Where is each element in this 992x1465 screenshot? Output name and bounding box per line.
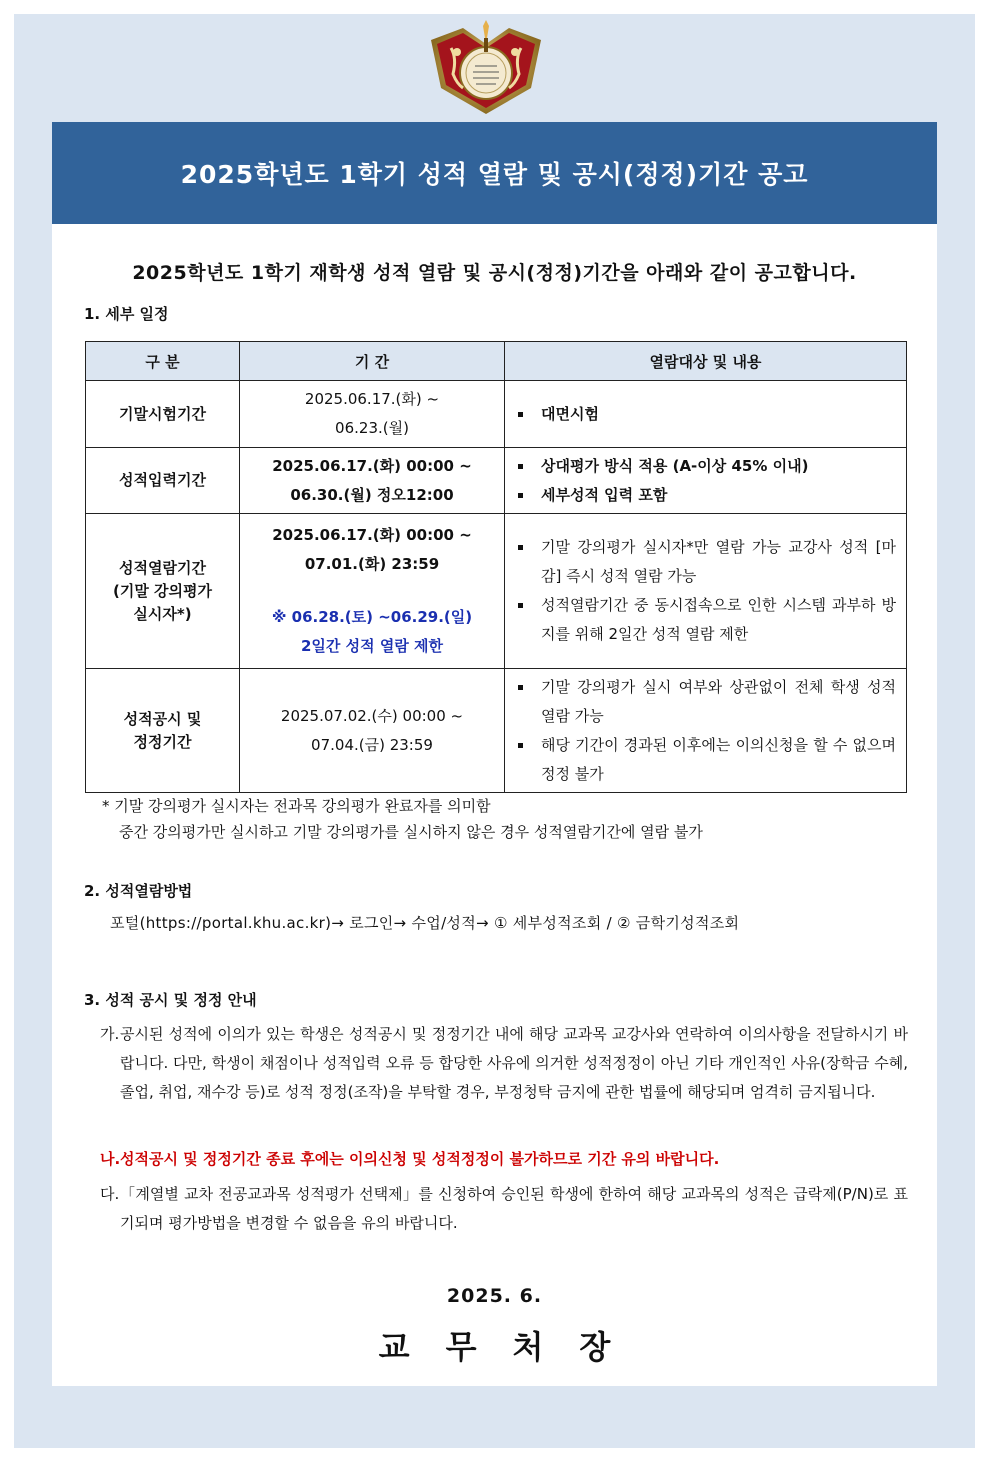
- list-item: 상대평가 방식 적용 (A-이상 45% 이내): [515, 452, 896, 481]
- row-category: 성적입력기간: [86, 448, 240, 514]
- row-period: 2025.07.02.(수) 00:00 ~ 07.04.(금) 23:59: [240, 669, 505, 793]
- column-header: 열람대상 및 내용: [505, 342, 907, 381]
- row-details: [505, 514, 907, 669]
- column-header: 기 간: [240, 342, 505, 381]
- row-period: 2025.06.17.(화) 00:00 ~ 07.01.(화) 23:59 ※ 06.28.(토) ~06.29.(일) 2일간 성적 열람 제한: [240, 514, 505, 669]
- notice-date: 2025. 6.: [446, 1285, 543, 1307]
- row-category: 성적열람기간 (기말 강의평가 실시자*): [86, 514, 240, 669]
- table-row: [86, 514, 907, 669]
- university-emblem-icon: [423, 18, 549, 116]
- table-row: [86, 448, 907, 514]
- list-item: 기말 강의평가 실시자*만 열람 가능 교강사 성적 [마감] 즉시 성적 열람 가능: [515, 533, 896, 591]
- list-item: 성적열람기간 중 동시접속으로 인한 시스템 과부하 방지를 위해 2일간 성적 열람 제한: [515, 591, 896, 649]
- restriction-note: ※ 06.28.(토) ~06.29.(일): [271, 608, 473, 626]
- access-method-text: 포털(https://portal.khu.ac.kr)→ 로그인→ 수업/성적→ ① 세부성적조회 / ② 금학기성적조회: [110, 914, 740, 932]
- section3-heading: 3. 성적 공시 및 정정 안내: [84, 991, 257, 1009]
- list-item: 해당 기간이 경과된 이후에는 이의신청을 할 수 없으며 정정 불가: [515, 731, 896, 789]
- row-details: [505, 448, 907, 514]
- row-category: 성적공시 및 정정기간: [86, 669, 240, 793]
- row-category: 기말시험기간: [86, 381, 240, 448]
- table-footnote: * 기말 강의평가 실시자는 전과목 강의평가 완료자를 의미함 중간 강의평가만 실시하고 기말 강의평가를 실시하지 않은 경우 성적열람기간에 열람 불가: [102, 797, 703, 841]
- item-marker: 다.: [100, 1185, 120, 1203]
- section2-heading: 2. 성적열람방법: [84, 882, 193, 900]
- intro-text: 2025학년도 1학기 재학생 성적 열람 및 공시(정정)기간을 아래와 같이 공고합니다.: [132, 262, 857, 284]
- table-row: [86, 381, 907, 448]
- section1-heading: 1. 세부 일정: [84, 305, 169, 323]
- list-item: 기말 강의평가 실시 여부와 상관없이 전체 학생 성적 열람 가능: [515, 673, 896, 731]
- table-header-row: [86, 342, 907, 381]
- row-period: 2025.06.17.(화) 00:00 ~ 06.30.(월) 정오12:00: [240, 448, 505, 514]
- list-item: 세부성적 입력 포함: [515, 481, 896, 510]
- column-header: 구 분: [86, 342, 240, 381]
- guide-item-warning: 나. 성적공시 및 정정기간 종료 후에는 이의신청 및 성적정정이 불가하므로 기간 유의 바랍니다.: [100, 1145, 908, 1174]
- row-details: [505, 381, 907, 448]
- guide-item: 가. 공시된 성적에 이의가 있는 학생은 성적공시 및 정정기간 내에 해당 교과목 교강사와 연락하여 이의사항을 전달하시기 바랍니다. 다만, 학생이 채점이나 성적입력 오류 등 합당한 사유에 의거한 성적정정이 아닌 기타 개인적인 사유(장학금 수혜, 졸업, 취업, 재수강 등)로 성적 정정(조작)을 부탁할 경우, 부정청탁 금지에 관한 법률에 해당되며 엄격히 금지됩니다.: [100, 1020, 908, 1107]
- restriction-note: 2일간 성적 열람 제한: [300, 637, 444, 655]
- issuer-signature: 교무처장: [378, 1328, 647, 1366]
- item-marker: 가.: [100, 1025, 120, 1043]
- row-details: [505, 669, 907, 793]
- schedule-table: [85, 341, 907, 793]
- title-banner: [52, 122, 937, 224]
- row-period: 2025.06.17.(화) ~ 06.23.(월): [240, 381, 505, 448]
- item-marker: 나.: [100, 1150, 121, 1168]
- table-row: [86, 669, 907, 793]
- guide-item: 다. 「계열별 교차 전공교과목 성적평가 선택제」를 신청하여 승인된 학생에 한하여 해당 교과목의 성적은 급락제(P/N)로 표기되며 평가방법을 변경할 수 없음을 유의 바랍니다.: [100, 1180, 908, 1238]
- page-title: 2025학년도 1학기 성적 열람 및 공시(정정)기간 공고: [180, 160, 809, 189]
- list-item: 대면시험: [515, 400, 896, 429]
